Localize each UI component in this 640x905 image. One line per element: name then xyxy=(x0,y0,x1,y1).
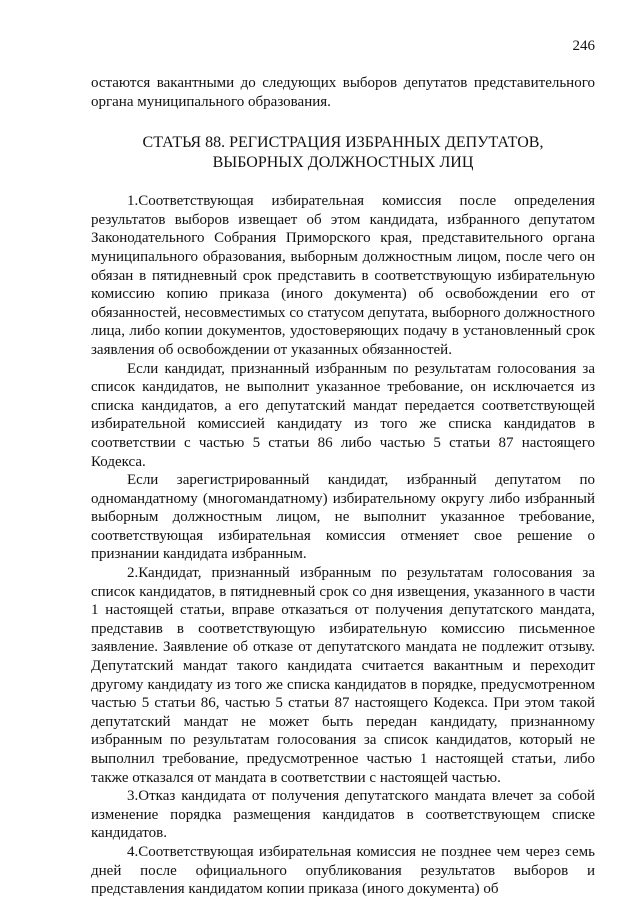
paragraph-2: 2.Кандидат, признанный избранным по результатам голосования за список кандидатов, в пятидневный срок со дня извещения, указанного в части 1 настоящей статьи, вправе отказаться от получения депутатского мандата, представив в соответствующую избирательную комиссию письменное заявление. Заявление об отказе от депутатского мандата не подлежит отзыву. Депутатский мандат такого кандидата считается вакантным и переходит другому кандидату из того же списка кандидатов в порядке, предусмотренном частью 5 статьи 86, частью 5 статьи 87 настоящего Кодекса. При этом такой депутатский мандат не может быть передан кандидату, признанному избранным по результатам голосования за список кандидатов, который не выполнил требование, предусмотренное частью 1 настоящей статьи, либо также отказался от мандата в соответствии с настоящей частью. xyxy=(91,565,595,786)
paragraph-4: 4.Соответствующая избирательная комиссия не позднее чем через семь дней после официального опубликования результатов выборов и представления кандидатом копии приказа (иного документа) об xyxy=(91,843,595,898)
paragraph-1: 1.Соответствующая избирательная комиссия после определения результатов выборов извещает об этом кандидата, избранного депутатом Законодательного Собрания Приморского края, представительного органа муниципального образования, выборным должностным лицом, после чего он обязан в пятидневный срок представить в соответствующую избирательную комиссию копию приказа (иного документа) об освобождении его от обязанностей, несовместимых со статусом депутата, выборного должностного лица, либо копии документов, удостоверяющих подачу в установленный срок заявления об освобождении от указанных обязанностей. xyxy=(91,193,595,358)
intro-paragraph: остаются вакантными до следующих выборов депутатов представительного органа муниципального образования. xyxy=(91,75,595,110)
paragraph-1-addendum-b: Если зарегистрированный кандидат, избранный депутатом по одномандатному (многомандатному) избирательному округу либо избранный выборным должностным лицом, не выполнит указанное требование, соответствующая избирательная комиссия отменяет свое решение о признании кандидата избранным. xyxy=(91,472,595,563)
page-content xyxy=(91,74,595,899)
article-heading-line-2: ВЫБОРНЫХ ДОЛЖНОСТНЫХ ЛИЦ xyxy=(212,153,474,171)
paragraph-3: 3.Отказ кандидата от получения депутатского мандата влечет за собой изменение порядка размещения кандидатов в соответствующем списке кандидатов. xyxy=(91,788,595,842)
article-heading xyxy=(91,133,595,172)
article-heading-line-1: СТАТЬЯ 88. РЕГИСТРАЦИЯ ИЗБРАННЫХ ДЕПУТАТОВ, xyxy=(142,134,544,152)
page-number: 246 xyxy=(572,38,595,54)
paragraph-1-addendum-a: Если кандидат, признанный избранным по результатам голосования за список кандидатов, не выполнит указанное требование, он исключается из списка кандидатов, а его депутатский мандат передается соответствующей избирательной комиссией кандидату из того же списка кандидатов в соответствии с частью 5 статьи 86 либо частью 5 статьи 87 настоящего Кодекса. xyxy=(91,360,595,470)
